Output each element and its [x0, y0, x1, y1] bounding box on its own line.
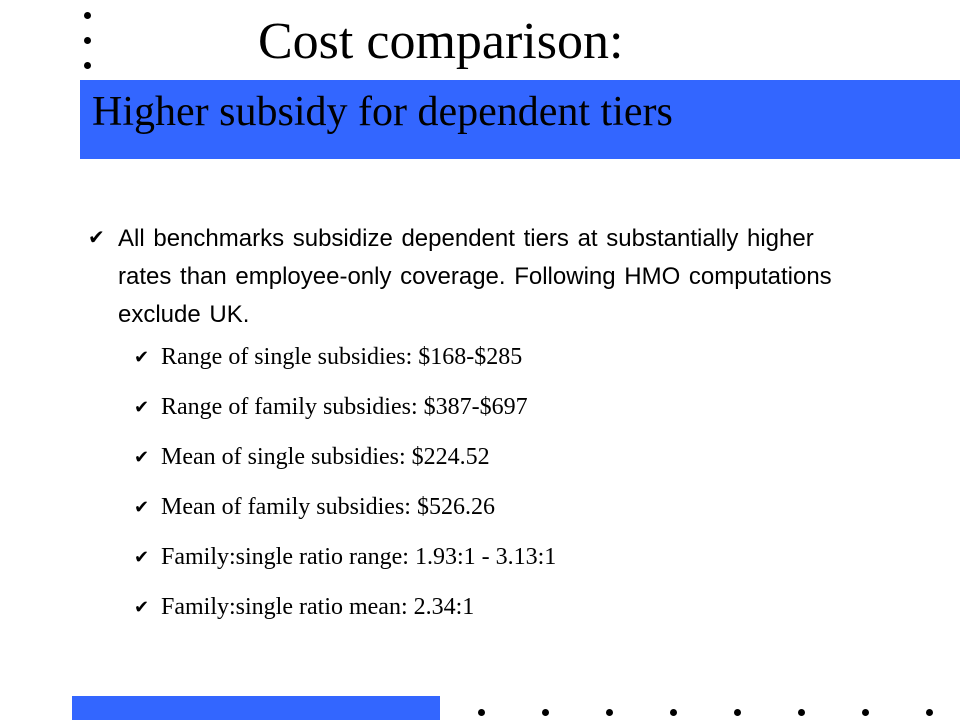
decorative-dot	[84, 62, 91, 69]
sub-bullet-text: Range of family subsidies: $387-$697	[161, 394, 528, 420]
slide-subtitle: Higher subsidy for dependent tiers	[92, 89, 673, 135]
decorative-dot	[84, 12, 91, 19]
main-bullet	[88, 220, 868, 334]
decorative-dot	[926, 709, 933, 716]
check-mark-icon: ✔	[134, 447, 150, 467]
sub-bullet-text: Family:single ratio range: 1.93:1 - 3.13:1	[161, 544, 557, 570]
check-mark-icon: ✔	[134, 397, 150, 417]
decorative-dot	[798, 709, 805, 716]
check-mark-icon: ✔	[134, 547, 150, 567]
decorative-dot	[670, 709, 677, 716]
decorative-dot	[734, 709, 741, 716]
check-mark-icon: ✔	[88, 227, 105, 249]
check-mark-icon: ✔	[134, 347, 150, 367]
main-bullet-text: All benchmarks subsidize dependent tiers at substantially higher rates than employee-only coverage. Following HMO computations exclude UK.	[118, 225, 832, 328]
sub-bullet-text: Family:single ratio mean: 2.34:1	[161, 594, 475, 620]
decorative-dot	[542, 709, 549, 716]
decorative-dot	[84, 37, 91, 44]
check-mark-icon: ✔	[134, 497, 150, 517]
check-mark-icon: ✔	[134, 597, 150, 617]
decorative-dot	[862, 709, 869, 716]
sub-bullet-text: Range of single subsidies: $168-$285	[161, 344, 523, 370]
decorative-dot	[606, 709, 613, 716]
footer-band	[72, 696, 440, 720]
slide-title: Cost comparison:	[258, 13, 624, 70]
decorative-dot	[478, 709, 485, 716]
sub-bullet-text: Mean of single subsidies: $224.52	[161, 444, 490, 470]
sub-bullet-text: Mean of family subsidies: $526.26	[161, 494, 495, 520]
